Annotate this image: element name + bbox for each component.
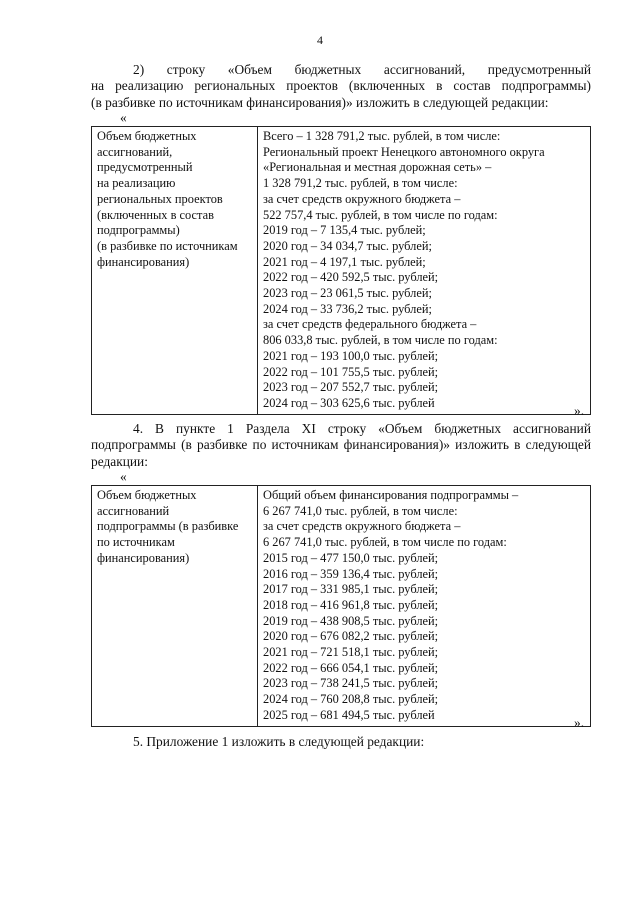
paragraph-5: 5. Приложение 1 изложить в следующей редакции: (133, 734, 425, 749)
row-value-cell (258, 127, 591, 415)
paragraph-4-line-1: 4. В пункте 1 Раздела XI строку «Объем бюджетных ассигнований (133, 421, 591, 436)
allocations-table-regional-projects (91, 126, 591, 415)
paragraph-2 (91, 62, 591, 111)
row-value-text: Всего – 1 328 791,2 тыс. рублей, в том числе: Региональный проект Ненецкого автономного округа «Региональная и местная дорожная сеть» – 1 328 791,2 тыс. рублей, в том числе: за счет средств окружного бюджета – 522 757,4 тыс. рублей, в том числе по годам: 2019 год – 7 135,4 тыс. рублей; 2020 год – 34 034,7 тыс. рублей; 2021 год – 4 197,1 тыс. рублей; 2022 год – 420 592,5 тыс. рублей; 2023 год – 23 061,5 тыс. рублей; 2024 год – 33 736,2 тыс. рублей; за счет средств федерального бюджета – 806 033,8 тыс. рублей, в том числе по годам: 2021 год – 193 100,0 тыс. рублей; 2022 год – 101 755,5 тыс. рублей; 2023 год – 207 552,7 тыс. рублей; 2024 год – 303 625,6 тыс. рублей (263, 129, 545, 410)
row-value-cell (258, 486, 591, 727)
row-value-text: Общий объем финансирования подпрограммы – 6 267 741,0 тыс. рублей, в том числе: за счет средств окружного бюджета – 6 267 741,0 тыс. рублей, в том числе по годам: 2015 год – 477 150,0 тыс. рублей; 2016 год – 359 136,4 тыс. рублей; 2017 год – 331 985,1 тыс. рублей; 2018 год – 416 961,8 тыс. рублей; 2019 год – 438 908,5 тыс. рублей; 2020 год – 676 082,2 тыс. рублей; 2021 год – 721 518,1 тыс. рублей; 2022 год – 666 054,1 тыс. рублей; 2023 год – 738 241,5 тыс. рублей; 2024 год – 760 208,8 тыс. рублей; 2025 год – 681 494,5 тыс. рублей (263, 488, 519, 722)
closing-quote-1: ». (574, 403, 585, 418)
opening-quote-1: « (120, 110, 127, 125)
row-label-text: Объем бюджетных ассигнований, предусмотренный на реализацию региональных проектов (включенных в состав подпрограммы) (в разбивке по источникам финансирования) (97, 129, 238, 269)
row-label-text: Объем бюджетных ассигнований подпрограммы (в разбивке по источникам финансирования) (97, 488, 239, 565)
paragraph-2-line-3: (в разбивке по источникам финансирования)» изложить в следующей редакции: (91, 94, 549, 110)
paragraph-2-line-1: 2) строку «Объем бюджетных ассигнований, предусмотренный (133, 62, 591, 77)
paragraph-2-line-2: на реализацию региональных проектов (включенных в состав подпрограммы) (91, 78, 591, 94)
opening-quote-2: « (120, 469, 127, 484)
paragraph-4 (91, 421, 591, 470)
page-number: 4 (317, 33, 323, 47)
table-row (92, 486, 591, 727)
row-label-cell (92, 127, 258, 415)
paragraph-4-line-2: подпрограммы (в разбивке по источникам финансирования)» изложить в следующей (91, 437, 591, 453)
allocations-table-subprogram (91, 485, 591, 727)
paragraph-4-line-3: редакции: (91, 453, 148, 469)
closing-quote-2: ». (574, 715, 585, 730)
row-label-cell (92, 486, 258, 727)
table-row (92, 127, 591, 415)
